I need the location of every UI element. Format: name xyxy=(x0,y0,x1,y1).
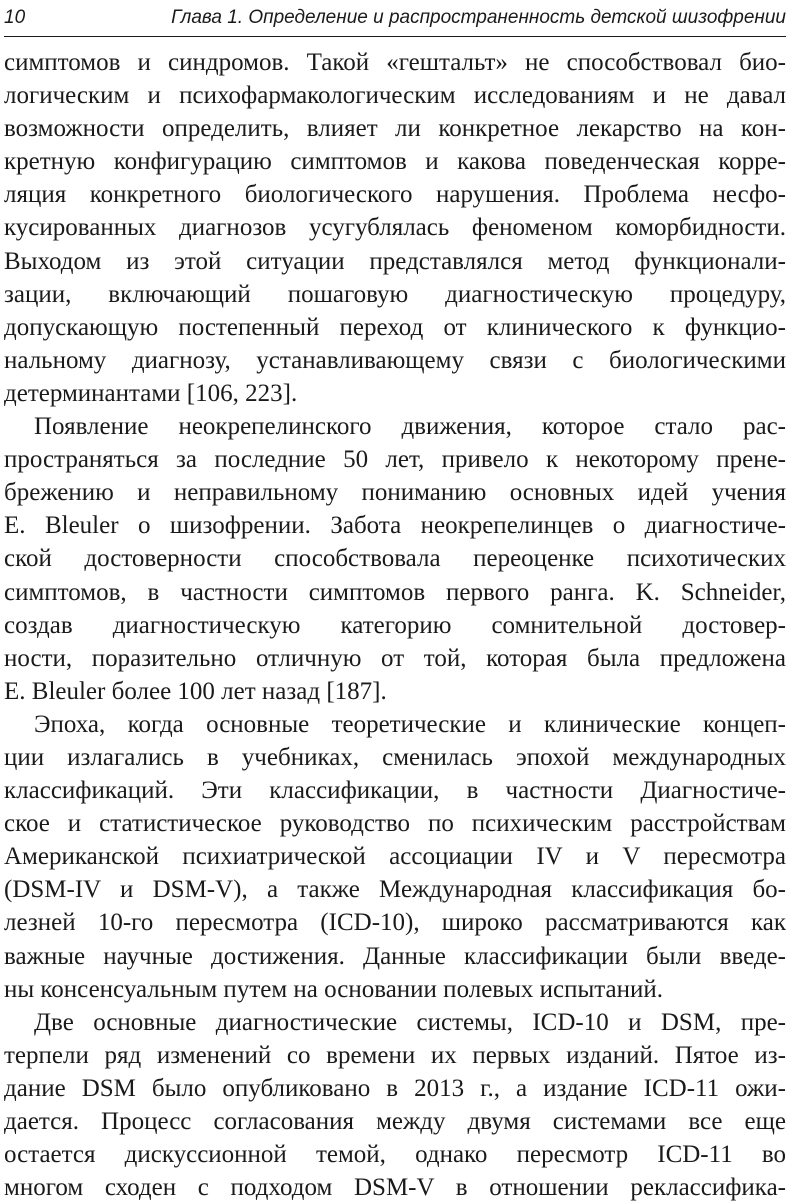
text-line: Выходом из этой ситуации представлялся метод функционали- xyxy=(4,247,786,275)
text-line: ское и статистическое руководство по психическим расстройствам xyxy=(4,810,786,838)
text-line: ности, поразительно отличную от той, которая была предложена xyxy=(4,644,786,672)
text-line: создав диагностическую категорию сомнительной достовер- xyxy=(4,611,786,639)
text-line: Две основные диагностические системы, ICD-10 и DSM, пре- xyxy=(34,1008,786,1036)
text-line: E. Bleuler о шизофрении. Забота неокрепелинцев о диагностиче- xyxy=(4,512,786,540)
text-line: симптомов, в частности симптомов первого ранга. K. Schneider, xyxy=(4,578,786,606)
text-line: дание DSM было опубликовано в 2013 г., а издание ICD-11 ожи- xyxy=(4,1074,786,1102)
text-line: ны консенсуальным путем на основании полевых испытаний. xyxy=(4,975,664,1003)
text-line: дается. Процесс согласования между двумя системами все еще xyxy=(4,1108,786,1135)
running-head xyxy=(4,0,786,37)
text-line: симптомов и синдромов. Такой «гештальт» не способствовал био- xyxy=(4,49,786,76)
text-line: Американской психиатрической ассоциации IV и V пересмотра xyxy=(4,843,786,871)
text-line: (DSM-IV и DSM-V), а также Международная классификация бо- xyxy=(4,876,786,904)
text-line: классификаций. Эти классификации, в частности Диагностиче- xyxy=(4,777,786,805)
text-line: терпели ряд изменений со времени их первых изданий. Пятое из- xyxy=(4,1041,786,1069)
page-number: 10 xyxy=(4,7,26,28)
text-line: остается дискуссионной темой, однако пересмотр ICD-11 во xyxy=(4,1141,786,1169)
text-line: ции излагались в учебниках, сменилась эпохой международных xyxy=(4,743,786,771)
text-line: кретную конфигурацию симптомов и какова поведенческая корре- xyxy=(4,148,786,176)
text-line: логическим и психофармакологическим исследованиям и не давал xyxy=(4,82,786,110)
text-line: допускающую постепенный переход от клинического к функцио- xyxy=(4,313,786,341)
paragraph xyxy=(4,46,786,410)
paragraph xyxy=(4,708,786,1006)
text-line: кусированных диагнозов усугублялась феноменом коморбидности. xyxy=(4,214,786,242)
text-line: Эпоха, когда основные теоретические и клинические концеп- xyxy=(34,710,786,738)
text-line: брежению и неправильному пониманию основных идей учения xyxy=(4,479,786,507)
text-line: Появление неокрепелинского движения, которое стало рас- xyxy=(34,413,786,441)
text-line: важные научные достижения. Данные классификации были введе- xyxy=(4,942,786,970)
text-line: детерминантами [106, 223]. xyxy=(4,379,298,407)
text-line: ской достоверности способствовала переоценке психотических xyxy=(4,545,786,573)
paragraph xyxy=(4,1006,786,1204)
chapter-title: Глава 1. Определение и распространенность детской шизофрении xyxy=(171,7,786,28)
text-line: пространяться за последние 50 лет, привело к некоторому прене- xyxy=(4,446,786,474)
text-line: возможности определить, влияет ли конкретное лекарство на кон- xyxy=(4,115,786,143)
text-line: нальному диагнозу, устанавливающему связи с биологическими xyxy=(4,346,786,374)
text-line: лезней 10-го пересмотра (ICD-10), широко рассматриваются как xyxy=(4,909,786,937)
paragraph xyxy=(4,410,786,708)
text-line: ляция конкретного биологического нарушения. Проблема несфо- xyxy=(4,181,786,209)
text-line: E. Bleuler более 100 лет назад [187]. xyxy=(4,677,387,705)
text-line: многом сходен с подходом DSM-V в отношении реклассифика- xyxy=(4,1174,786,1202)
body-text xyxy=(4,46,786,1204)
text-line: зации, включающий пошаговую диагностическую процедуру, xyxy=(4,280,786,308)
